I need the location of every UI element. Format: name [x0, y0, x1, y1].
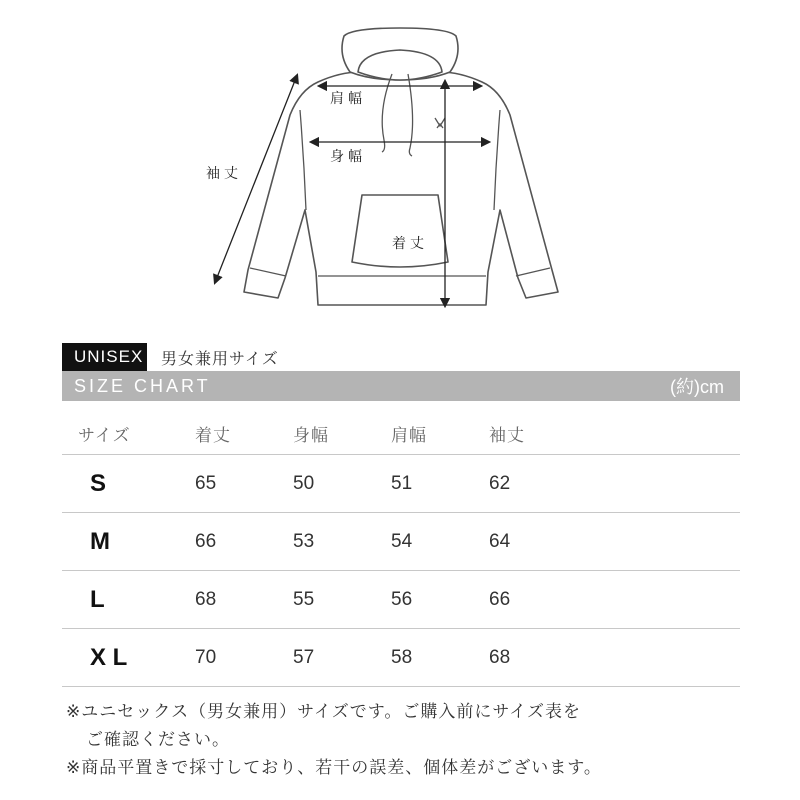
- unisex-badge: UNISEX: [62, 343, 147, 371]
- table-row: [62, 455, 740, 513]
- length-cell: 66: [194, 513, 292, 571]
- header-chest: 身幅: [292, 412, 390, 455]
- sleeve-cell: 66: [488, 571, 740, 629]
- notes: [66, 698, 746, 782]
- size-cell: L: [62, 571, 194, 629]
- sleeve-cell: 64: [488, 513, 740, 571]
- table-row: [62, 571, 740, 629]
- header-sleeve: 袖丈: [488, 412, 740, 455]
- unisex-header: [62, 343, 279, 371]
- table-row: [62, 513, 740, 571]
- chest-width-label: 身幅: [330, 149, 366, 165]
- size-chart-bar: [62, 371, 740, 401]
- length-cell: 70: [194, 629, 292, 687]
- size-cell: S: [62, 455, 194, 513]
- chest-cell: 53: [292, 513, 390, 571]
- shoulder-width-label: 肩幅: [330, 91, 366, 107]
- shoulder-cell: 58: [390, 629, 488, 687]
- note-unisex-cont: ご確認ください。: [86, 730, 230, 750]
- size-chart-unit: (約)cm: [670, 377, 724, 397]
- sleeve-cell: 68: [488, 629, 740, 687]
- size-chart-title: SIZE CHART: [74, 375, 211, 396]
- sleeve-length-label: 袖丈: [206, 166, 242, 182]
- table-header-row: [62, 412, 740, 455]
- shoulder-cell: 54: [390, 513, 488, 571]
- size-table: [62, 412, 740, 687]
- size-cell: M: [62, 513, 194, 571]
- header-length: 着丈: [194, 412, 292, 455]
- length-cell: 68: [194, 571, 292, 629]
- hoodie-illustration: [0, 0, 800, 320]
- unisex-subtitle: 男女兼用サイズ: [161, 348, 279, 368]
- hoodie-measurement-diagram: [0, 0, 800, 320]
- chest-cell: 57: [292, 629, 390, 687]
- chest-cell: 55: [292, 571, 390, 629]
- body-length-label: 着丈: [392, 236, 428, 252]
- size-cell: X L: [62, 629, 194, 687]
- shoulder-cell: 56: [390, 571, 488, 629]
- table-row: [62, 629, 740, 687]
- length-cell: 65: [194, 455, 292, 513]
- header-shoulder: 肩幅: [390, 412, 488, 455]
- shoulder-cell: 51: [390, 455, 488, 513]
- header-size: サイズ: [62, 412, 194, 455]
- chest-cell: 50: [292, 455, 390, 513]
- note-unisex: ※ユニセックス（男女兼用）サイズです。ご購入前にサイズ表を: [66, 702, 581, 722]
- note-measurement: ※商品平置きで採寸しており、若干の誤差、個体差がございます。: [66, 758, 602, 778]
- sleeve-cell: 62: [488, 455, 740, 513]
